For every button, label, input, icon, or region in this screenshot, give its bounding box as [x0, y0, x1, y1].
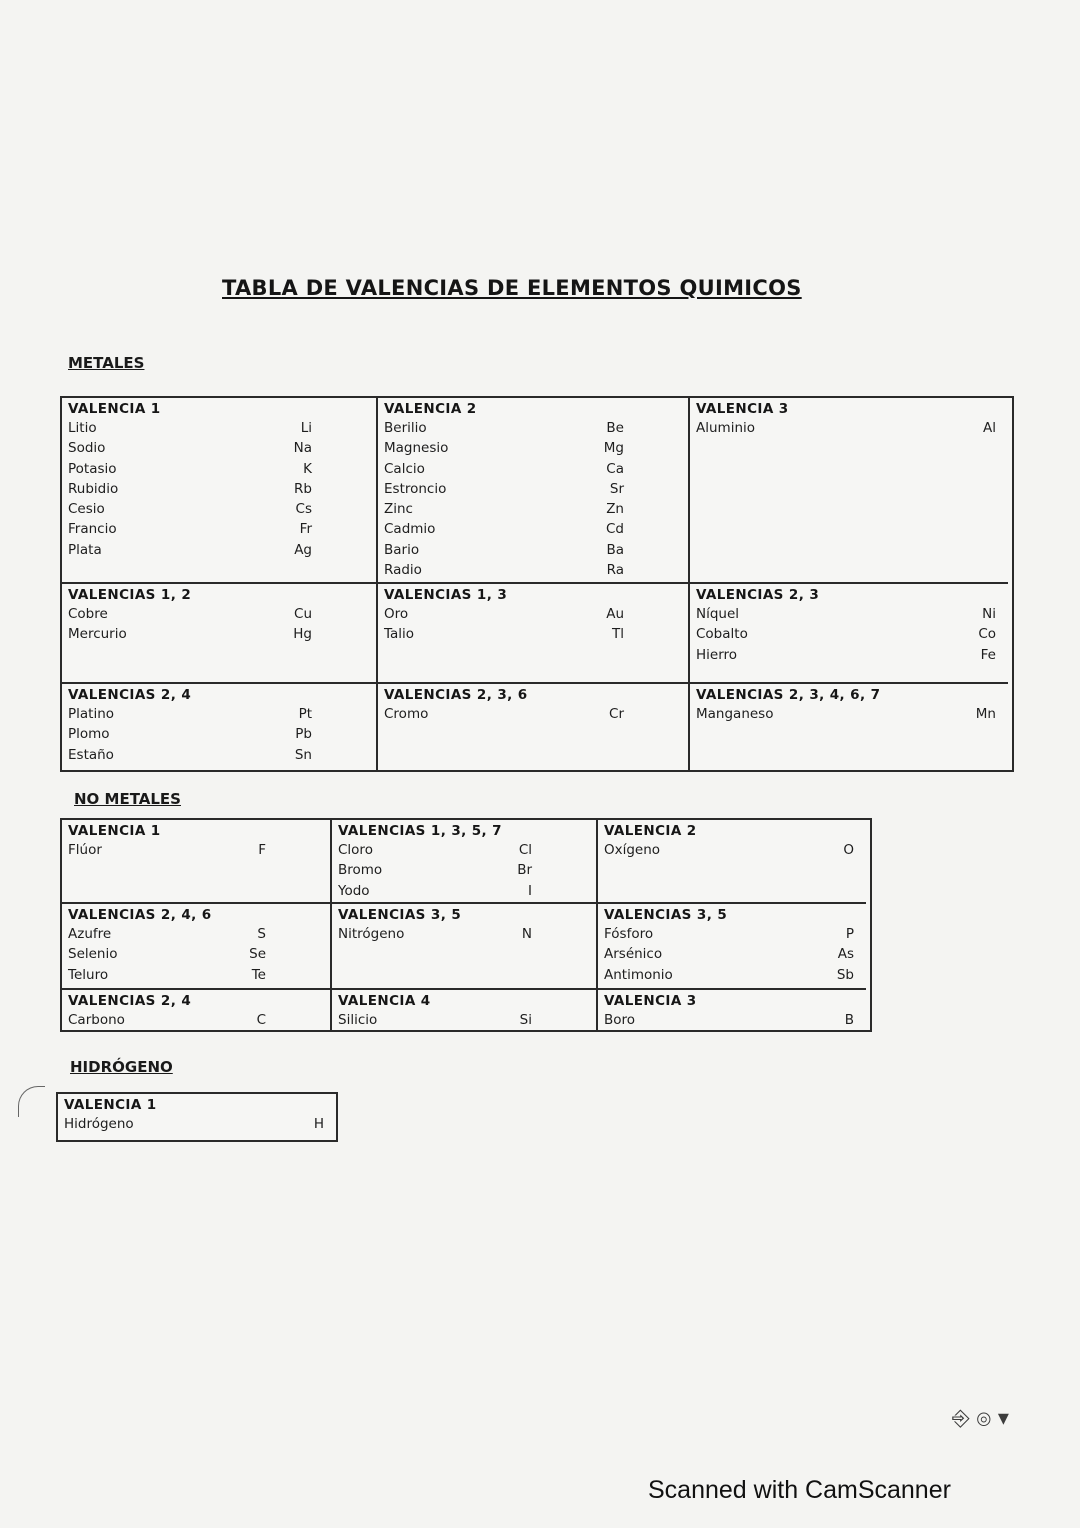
- element-symbol: B: [844, 1012, 854, 1028]
- element-symbol: Mg: [603, 440, 624, 457]
- element-symbol: Ra: [606, 562, 624, 579]
- element-list: [338, 924, 590, 944]
- element-row: [384, 438, 682, 458]
- element-name: Yodo: [338, 882, 370, 899]
- element-symbol: I: [528, 882, 532, 899]
- valence-header: VALENCIAS 2, 4, 6: [68, 907, 212, 923]
- element-row: [68, 519, 370, 539]
- element-symbol: Fr: [299, 521, 312, 538]
- element-row: [68, 924, 324, 944]
- camscanner-icons: ⎆ ⦾ ▾: [952, 1406, 1009, 1431]
- element-row: [68, 840, 324, 860]
- element-name: Berilio: [384, 420, 427, 436]
- element-list: [338, 1010, 590, 1030]
- element-symbol: P: [845, 926, 854, 942]
- valence-cell: [62, 904, 332, 990]
- element-symbol: Mn: [975, 706, 996, 722]
- element-symbol: Cs: [295, 501, 312, 518]
- element-name: Níquel: [696, 606, 740, 622]
- element-row: [338, 1010, 590, 1030]
- element-name: Cloro: [338, 842, 373, 858]
- element-name: Radio: [384, 562, 422, 579]
- element-symbol: Cl: [518, 842, 532, 858]
- element-list: [68, 704, 370, 765]
- element-list: [68, 418, 370, 560]
- valence-cell: [598, 820, 866, 904]
- element-name: Francio: [68, 521, 117, 538]
- element-row: [68, 540, 370, 560]
- element-name: Oxígeno: [604, 842, 661, 858]
- element-row: [338, 840, 590, 860]
- element-row: [384, 459, 682, 479]
- element-symbol: Ni: [982, 606, 996, 622]
- valence-cell: [690, 684, 1008, 770]
- valence-header: VALENCIA 3: [696, 401, 789, 417]
- element-symbol: Tl: [612, 626, 624, 643]
- element-symbol: Hg: [293, 626, 312, 643]
- element-name: Cadmio: [384, 521, 436, 538]
- element-row: [384, 418, 682, 438]
- element-row: [604, 965, 860, 985]
- element-name: Nitrógeno: [338, 926, 405, 942]
- valence-cell: [62, 684, 378, 770]
- element-name: Magnesio: [384, 440, 449, 457]
- scanner-footer: Scanned with CamScanner: [648, 1476, 951, 1504]
- element-list: [384, 418, 682, 580]
- valence-header: VALENCIA 1: [68, 823, 161, 839]
- element-name: Hierro: [696, 646, 738, 663]
- element-row: [338, 881, 590, 901]
- element-name: Bromo: [338, 862, 383, 879]
- element-name: Plomo: [68, 726, 110, 743]
- valence-header: VALENCIA 1: [68, 401, 161, 417]
- element-row: [384, 519, 682, 539]
- element-name: Manganeso: [696, 706, 774, 722]
- valence-cell: [332, 990, 598, 1030]
- element-name: Arsénico: [604, 946, 663, 963]
- element-symbol: C: [256, 1012, 266, 1028]
- element-list: [384, 604, 682, 645]
- element-name: Boro: [604, 1012, 636, 1028]
- valence-cell: [598, 990, 866, 1030]
- element-symbol: Sr: [609, 480, 624, 497]
- valence-cell: [332, 904, 598, 990]
- element-row: [604, 924, 860, 944]
- element-row: [68, 724, 370, 744]
- valence-header: VALENCIAS 2, 3, 6: [384, 687, 528, 703]
- element-name: Aluminio: [696, 420, 756, 436]
- hidrogeno-table: [56, 1092, 338, 1142]
- valence-header: VALENCIA 2: [384, 401, 477, 417]
- valence-header: VALENCIAS 2, 3, 4, 6, 7: [696, 687, 881, 703]
- no-metales-table: [60, 818, 872, 1032]
- valence-cell: [378, 684, 690, 770]
- valence-header: VALENCIA 1: [64, 1097, 157, 1113]
- element-row: [384, 604, 682, 624]
- element-row: [338, 860, 590, 880]
- valence-cell: [62, 584, 378, 684]
- element-row: [68, 1010, 324, 1030]
- element-symbol: Ba: [606, 541, 624, 558]
- element-symbol: Na: [293, 440, 312, 457]
- element-symbol: Sb: [836, 966, 854, 983]
- element-symbol: Ca: [606, 460, 624, 477]
- valence-cell: [690, 398, 1008, 584]
- valence-header: VALENCIAS 1, 3, 5, 7: [338, 823, 502, 839]
- valence-header: VALENCIA 3: [604, 993, 697, 1009]
- element-symbol: K: [303, 460, 312, 477]
- element-symbol: As: [837, 946, 854, 963]
- element-name: Rubidio: [68, 480, 119, 497]
- element-list: [696, 418, 1002, 438]
- element-symbol: Ag: [294, 541, 312, 558]
- valence-header: VALENCIAS 1, 3: [384, 587, 508, 603]
- element-symbol: Se: [249, 946, 266, 963]
- element-row: [68, 604, 370, 624]
- valence-cell: [598, 904, 866, 990]
- element-list: [384, 704, 682, 724]
- element-symbol: N: [521, 926, 532, 942]
- element-row: [68, 499, 370, 519]
- element-row: [338, 924, 590, 944]
- element-name: Sodio: [68, 440, 106, 457]
- valence-cell: [378, 398, 690, 584]
- element-symbol: Li: [300, 420, 312, 436]
- element-row: [68, 624, 370, 644]
- element-row: [696, 704, 1002, 724]
- element-row: [696, 604, 1002, 624]
- element-symbol: H: [313, 1116, 324, 1132]
- pen-mark: [18, 1086, 45, 1117]
- element-list: [604, 924, 860, 985]
- element-row: [68, 438, 370, 458]
- valence-cell: [690, 584, 1008, 684]
- element-name: Estaño: [68, 746, 114, 763]
- valence-header: VALENCIAS 3, 5: [338, 907, 462, 923]
- element-name: Estroncio: [384, 480, 447, 497]
- element-symbol: Cu: [294, 606, 312, 622]
- element-name: Cesio: [68, 501, 105, 518]
- element-name: Azufre: [68, 926, 112, 942]
- element-name: Calcio: [384, 460, 425, 477]
- element-row: [68, 479, 370, 499]
- element-row: [384, 479, 682, 499]
- element-name: Talio: [384, 626, 415, 643]
- valence-header: VALENCIAS 2, 4: [68, 993, 192, 1009]
- element-symbol: Pb: [295, 726, 312, 743]
- element-row: [604, 1010, 860, 1030]
- element-name: Hidrógeno: [64, 1116, 134, 1132]
- element-name: Fósforo: [604, 926, 654, 942]
- hidrogeno-heading: HIDRÓGENO: [70, 1058, 173, 1076]
- element-name: Cobalto: [696, 626, 748, 643]
- element-list: [604, 1010, 860, 1030]
- element-name: Teluro: [68, 966, 109, 983]
- element-symbol: F: [258, 842, 266, 858]
- valence-cell: [62, 990, 332, 1030]
- element-symbol: Rb: [294, 480, 312, 497]
- element-name: Mercurio: [68, 626, 127, 643]
- element-row: [604, 944, 860, 964]
- element-list: [696, 704, 1002, 724]
- element-row: [68, 418, 370, 438]
- element-name: Potasio: [68, 460, 117, 477]
- element-name: Oro: [384, 606, 409, 622]
- element-list: [64, 1114, 330, 1134]
- element-row: [64, 1114, 330, 1134]
- element-symbol: Al: [983, 420, 996, 436]
- element-symbol: Cr: [609, 706, 624, 722]
- element-row: [68, 965, 324, 985]
- element-symbol: Au: [606, 606, 624, 622]
- element-row: [384, 560, 682, 580]
- element-name: Platino: [68, 706, 115, 722]
- element-symbol: Sn: [294, 746, 312, 763]
- metales-table: [60, 396, 1014, 772]
- element-name: Carbono: [68, 1012, 125, 1028]
- element-symbol: Co: [978, 626, 996, 643]
- element-list: [338, 840, 590, 901]
- page-title: TABLA DE VALENCIAS DE ELEMENTOS QUIMICOS: [222, 276, 802, 300]
- element-name: Antimonio: [604, 966, 673, 983]
- element-row: [384, 624, 682, 644]
- valence-cell: [62, 820, 332, 904]
- element-name: Bario: [384, 541, 420, 558]
- element-row: [68, 459, 370, 479]
- element-symbol: Be: [606, 420, 624, 436]
- valence-cell: [58, 1094, 336, 1140]
- element-symbol: Zn: [606, 501, 624, 518]
- valence-header: VALENCIAS 1, 2: [68, 587, 192, 603]
- element-row: [696, 645, 1002, 665]
- element-symbol: Pt: [298, 706, 312, 722]
- element-symbol: Si: [519, 1012, 532, 1028]
- element-list: [68, 924, 324, 985]
- element-list: [696, 604, 1002, 665]
- element-row: [384, 499, 682, 519]
- valence-header: VALENCIAS 3, 5: [604, 907, 728, 923]
- valence-header: VALENCIA 4: [338, 993, 431, 1009]
- valence-cell: [332, 820, 598, 904]
- element-list: [68, 1010, 324, 1030]
- element-name: Cobre: [68, 606, 108, 622]
- element-row: [68, 745, 370, 765]
- element-symbol: S: [257, 926, 266, 942]
- element-row: [384, 704, 682, 724]
- valence-header: VALENCIA 2: [604, 823, 697, 839]
- element-name: Flúor: [68, 842, 102, 858]
- element-row: [68, 944, 324, 964]
- element-list: [68, 604, 370, 645]
- metales-heading: METALES: [68, 354, 145, 372]
- element-row: [696, 624, 1002, 644]
- element-row: [604, 840, 860, 860]
- valence-header: VALENCIAS 2, 3: [696, 587, 820, 603]
- element-list: [604, 840, 860, 860]
- element-name: Litio: [68, 420, 97, 436]
- element-name: Cromo: [384, 706, 429, 722]
- valence-cell: [62, 398, 378, 584]
- element-symbol: Cd: [606, 521, 624, 538]
- element-row: [696, 418, 1002, 438]
- element-symbol: Fe: [980, 646, 996, 663]
- element-name: Silicio: [338, 1012, 378, 1028]
- element-list: [68, 840, 324, 860]
- valence-cell: [378, 584, 690, 684]
- element-symbol: Te: [251, 966, 266, 983]
- element-name: Selenio: [68, 946, 118, 963]
- element-name: Zinc: [384, 501, 413, 518]
- valence-header: VALENCIAS 2, 4: [68, 687, 192, 703]
- element-symbol: Br: [517, 862, 532, 879]
- element-row: [384, 540, 682, 560]
- no-metales-heading: NO METALES: [74, 790, 181, 808]
- element-name: Plata: [68, 541, 102, 558]
- element-symbol: O: [843, 842, 854, 858]
- element-row: [68, 704, 370, 724]
